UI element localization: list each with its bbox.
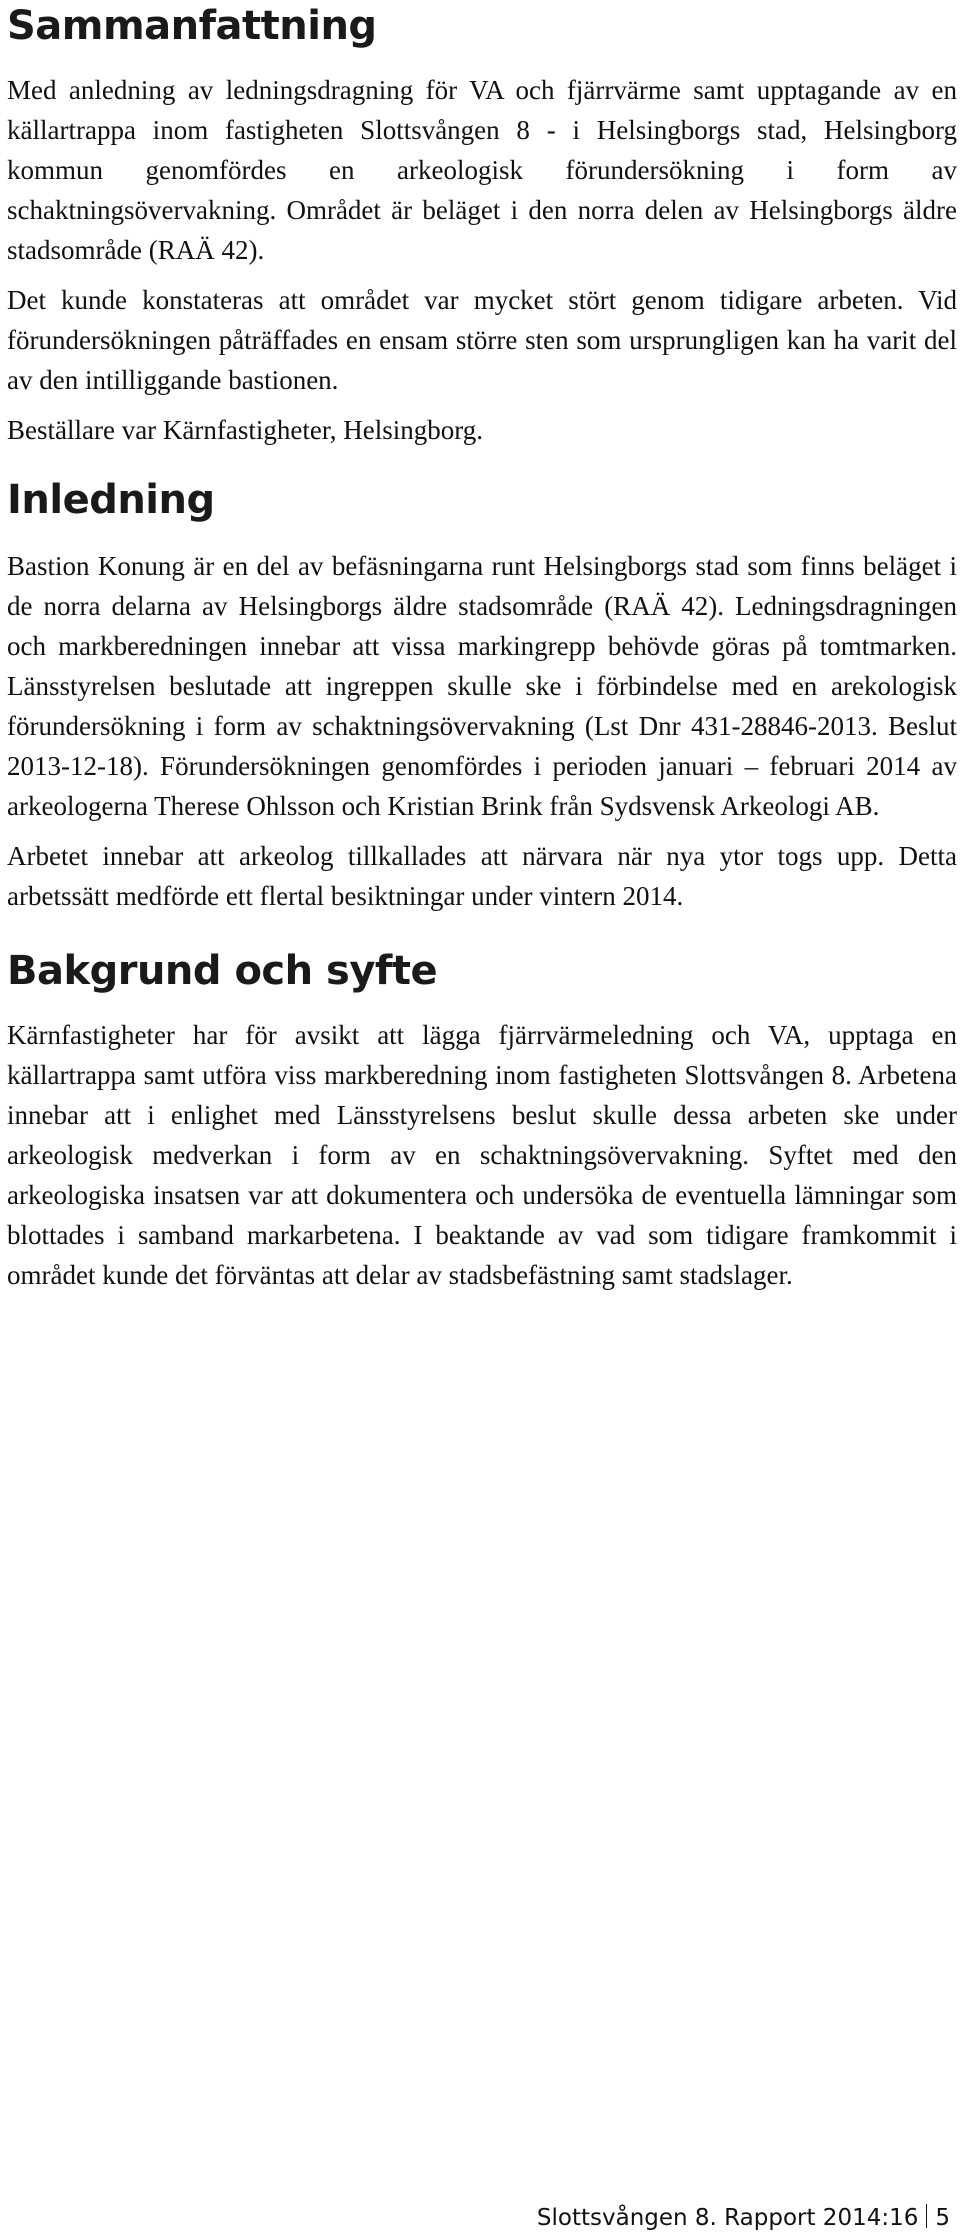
footer-page-number: 5 (935, 2205, 950, 2231)
paragraph: Arbetet innebar att arkeolog tillkallades att närvara när nya ytor togs upp. Detta arbetssätt medförde ett flertal besiktningar under vintern 2014. (7, 841, 957, 911)
heading-sammanfattning: Sammanfattning (7, 3, 377, 49)
paragraph: Beställare var Kärnfastigheter, Helsingborg. (7, 415, 484, 445)
page-footer (537, 2204, 950, 2232)
heading-bakgrund-och-syfte: Bakgrund och syfte (7, 948, 438, 994)
heading-inledning: Inledning (7, 477, 215, 523)
footer-divider (926, 2204, 927, 2228)
paragraph: Det kunde konstateras att området var mycket stört genom tidigare arbeten. Vid förundersökningen påträffades en ensam större sten som ursprungligen kan ha varit del av den intilliggande bastionen. (7, 285, 957, 395)
paragraph: Med anledning av ledningsdragning för VA och fjärrvärme samt upptagande av en källartrappa inom fastigheten Slottsvången 8 - i Helsingborgs stad, Helsingborg kommun genomfördes en arkeologisk förundersökning i form av schaktningsövervakning. Området är beläget i den norra delen av Helsingborgs äldre stadsområde (RAÄ 42). (7, 75, 957, 265)
paragraph: Kärnfastigheter har för avsikt att lägga fjärrvärmeledning och VA, upptaga en källartrappa samt utföra viss markberedning inom fastigheten Slottsvången 8. Arbetena innebar att i enlighet med Länsstyrelsens beslut skulle dessa arbeten ske under arkeologisk medverkan i form av en schaktningsövervakning. Syftet med den arkeologiska insatsen var att dokumentera och undersöka de eventuella lämningar som blottades i samband markarbetena. I beaktande av vad som tidigare framkommit i området kunde det förväntas att delar av stadsbefästning samt stadslager. (7, 1020, 957, 1290)
paragraph: Bastion Konung är en del av befäsningarna runt Helsingborgs stad som finns beläget i de norra delarna av Helsingborgs äldre stadsområde (RAÄ 42). Ledningsdragningen och markberedningen innebar att vissa markingrepp behövde göras på tomtmarken. Länsstyrelsen beslutade att ingreppen skulle ske i förbindelse med en arekologisk förundersökning i form av schaktningsövervakning (Lst Dnr 431-28846-2013. Beslut 2013-12-18). Förundersökningen genomfördes i perioden januari – februari 2014 av arkeologerna Therese Ohlsson och Kristian Brink från Sydsvensk Arkeologi AB. (7, 551, 957, 821)
footer-report-title: Slottsvången 8. Rapport 2014:16 (536, 2205, 919, 2231)
document-page (7, 0, 957, 1305)
